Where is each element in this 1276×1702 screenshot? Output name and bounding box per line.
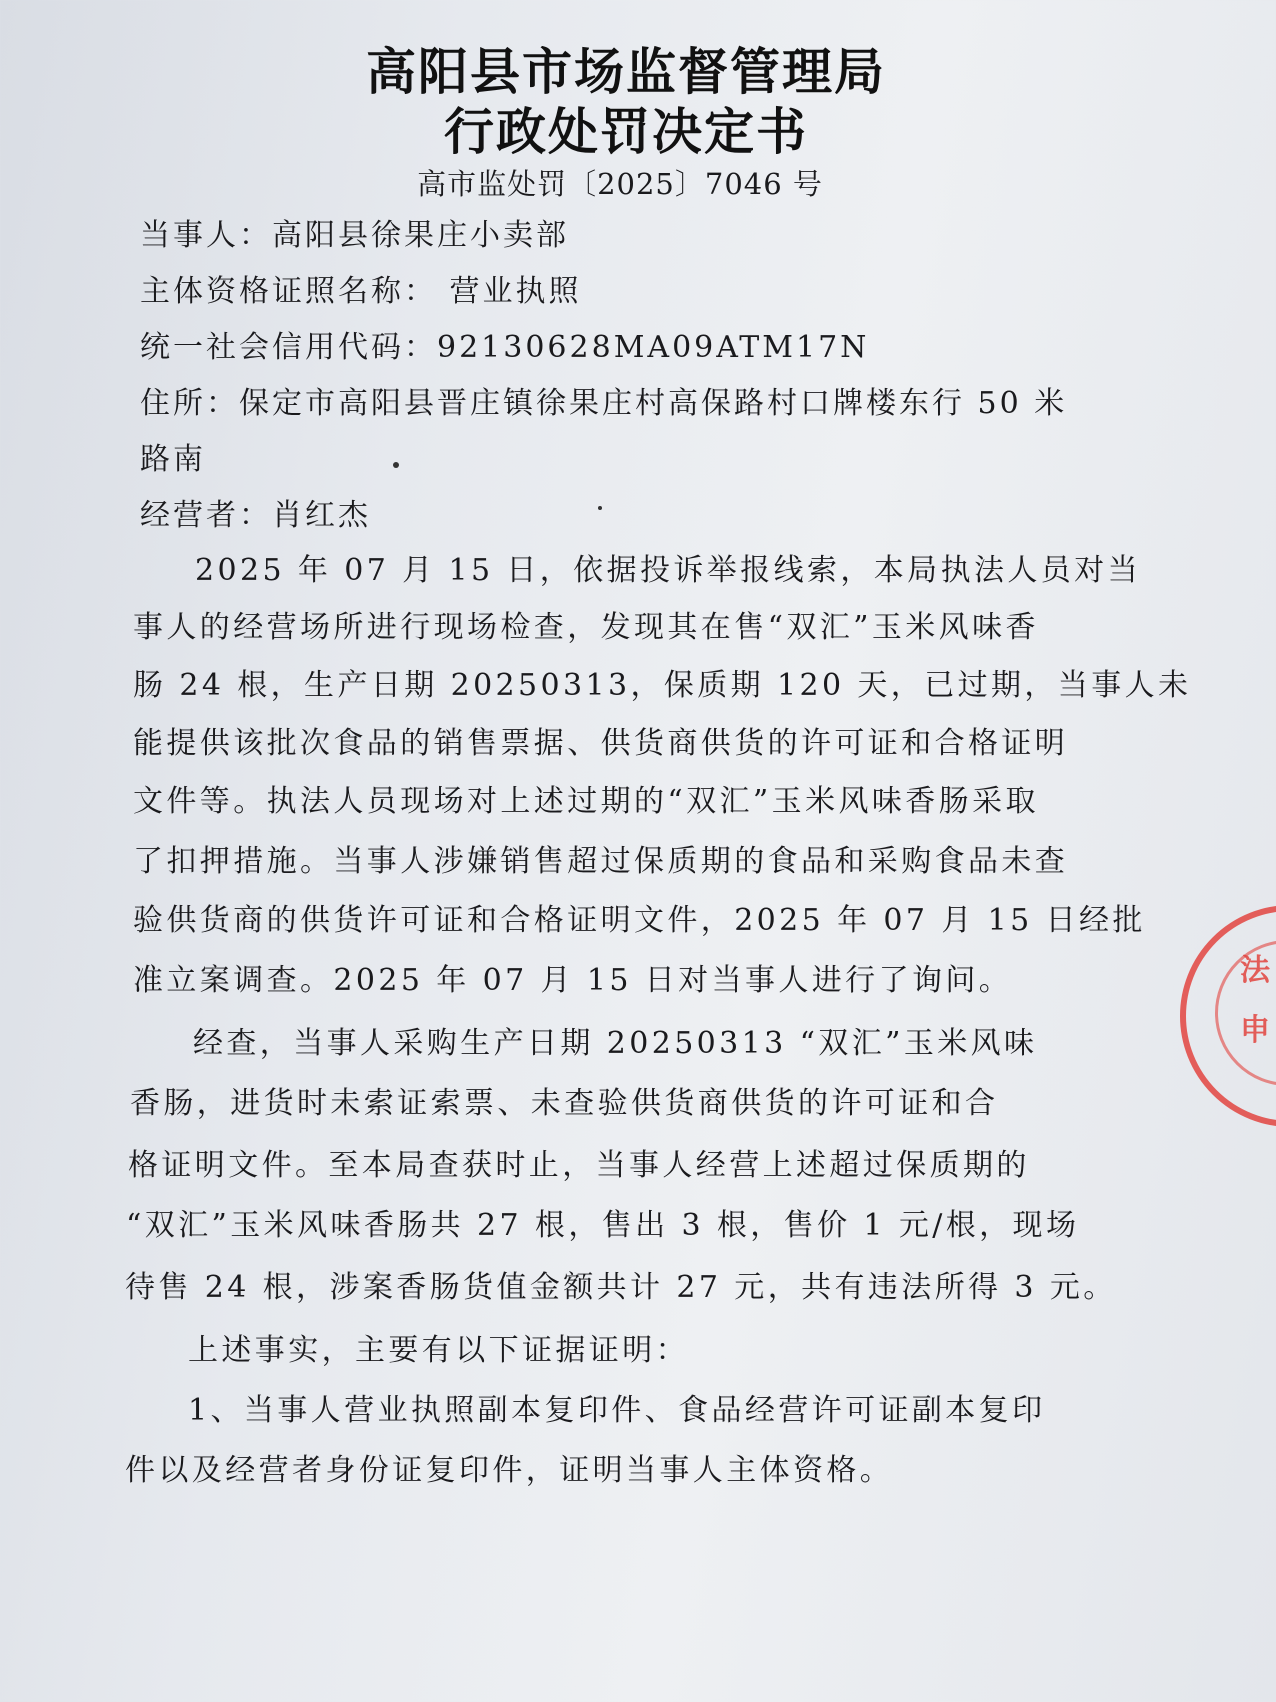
paper-speck <box>393 462 399 468</box>
agency-title: 高阳县市场监督管理局 <box>366 43 886 101</box>
evidence-item: 1、当事人营业执照副本复印件、食品经营许可证副本复印 <box>188 1393 1046 1428</box>
para1-line: 能提供该批次食品的销售票据、供货商供货的许可证和合格证明 <box>133 726 1069 761</box>
document-number: 高市监处罚〔2025〕7046 号 <box>417 167 823 201</box>
para2-line: 经查，当事人采购生产日期 20250313 “双汇”玉米风味 <box>193 1026 1038 1061</box>
para1-line: 准立案调查。2025 年 07 月 15 日对当事人进行了询问。 <box>133 963 1013 998</box>
para2-line: 待售 24 根，涉案香肠货值金额共计 27 元，共有违法所得 3 元。 <box>125 1270 1117 1305</box>
seal-character: 申 <box>1240 1013 1270 1048</box>
para1-line: 肠 24 根，生产日期 20250313，保质期 120 天，已过期，当事人未 <box>133 668 1192 703</box>
para2-line: “双汇”玉米风味香肠共 27 根，售出 3 根，售价 1 元/根，现场 <box>126 1208 1080 1243</box>
document-title: 行政处罚决定书 <box>444 103 808 161</box>
para1-line: 验供货商的供货许可证和合格证明文件，2025 年 07 月 15 日经批 <box>133 903 1146 938</box>
para2-line: 香肠，进货时未索证索票、未查验供货商供货的许可证和合 <box>130 1086 999 1121</box>
operator: 经营者：肖红杰 <box>140 498 371 533</box>
credit-code: 统一社会信用代码：92130628MA09ATM17N <box>140 330 870 365</box>
para1-line: 了扣押措施。当事人涉嫌销售超过保质期的食品和采购食品未查 <box>133 844 1069 879</box>
para2-line: 格证明文件。至本局查获时止，当事人经营上述超过保质期的 <box>128 1148 1030 1183</box>
para1-line: 事人的经营场所进行现场检查，发现其在售“双汇”玉米风味香 <box>133 610 1039 645</box>
paper-speck <box>598 506 602 510</box>
para1-line: 文件等。执法人员现场对上述过期的“双汇”玉米风味香肠采取 <box>133 784 1039 819</box>
seal-character: 法 <box>1240 953 1270 988</box>
address-line-1: 住所：保定市高阳县晋庄镇徐果庄村高保路村口牌楼东行 50 米 <box>140 386 1068 421</box>
address-line-2: 路南 <box>140 442 206 477</box>
evidence-item: 件以及经营者身份证复印件，证明当事人主体资格。 <box>125 1453 894 1488</box>
party-name: 当事人：高阳县徐果庄小卖部 <box>140 218 569 253</box>
license-type: 主体资格证照名称： 营业执照 <box>140 274 582 309</box>
evidence-heading: 上述事实，主要有以下证据证明： <box>188 1333 689 1368</box>
para1-line: 2025 年 07 月 15 日，依据投诉举报线索，本局执法人员对当 <box>195 553 1141 588</box>
